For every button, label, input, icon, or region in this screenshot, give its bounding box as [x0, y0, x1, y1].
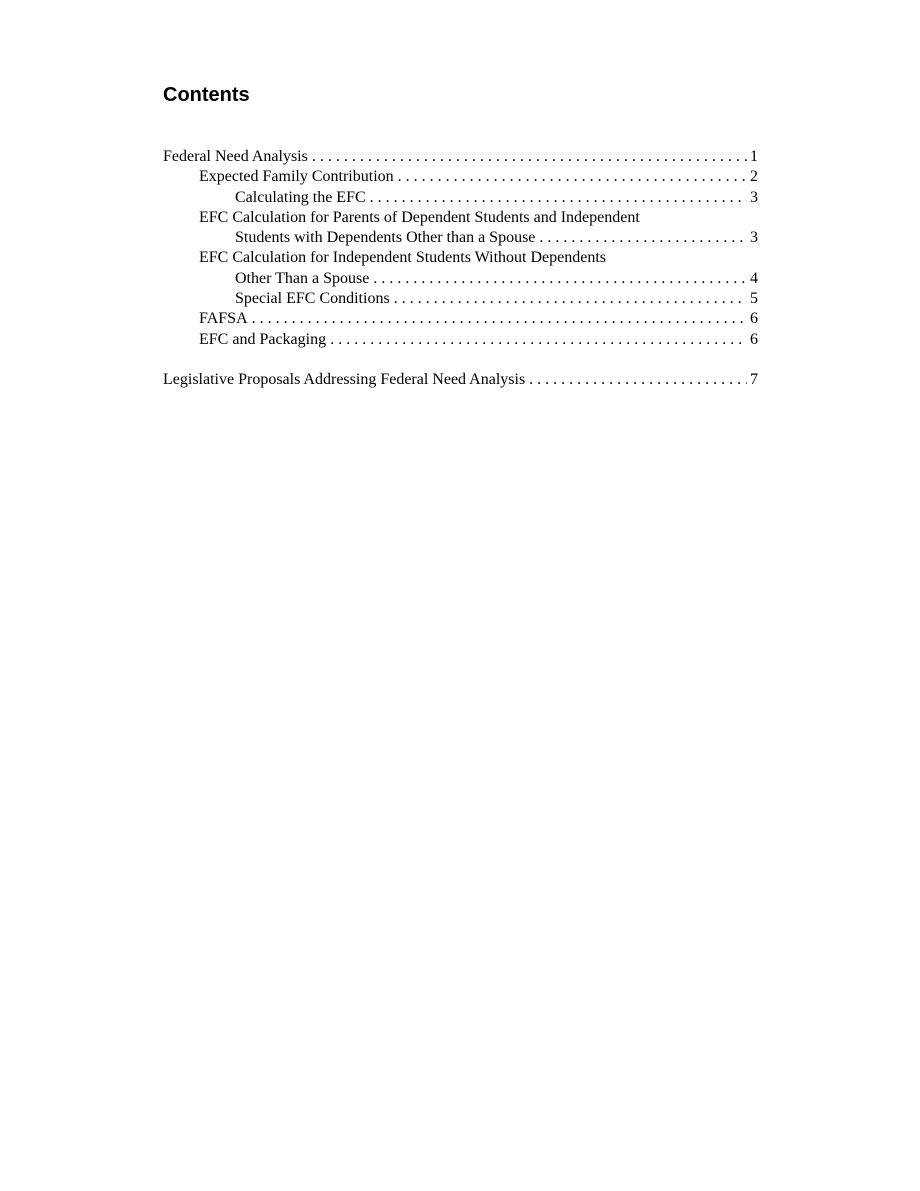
toc-page-number: 3 [747, 228, 758, 248]
toc-page-number: 3 [747, 188, 758, 208]
toc-entry-title: FAFSA [199, 309, 252, 329]
toc-entry-title-line1: EFC Calculation for Independent Students Without Dependents [199, 248, 610, 268]
toc-entry-title: Special EFC Conditions [235, 289, 394, 309]
toc-entry-title-line1: EFC Calculation for Parents of Dependent Students and Independent [199, 208, 644, 228]
dot-leader [252, 309, 747, 329]
toc-entry-efc-parents-dependent[interactable] [163, 208, 758, 249]
dot-leader [529, 370, 747, 390]
toc-entry-title: Expected Family Contribution [199, 167, 398, 187]
toc-entry-title: Legislative Proposals Addressing Federal Need Analysis [163, 370, 529, 390]
page-title: Contents [163, 84, 250, 106]
dot-leader [373, 269, 747, 289]
toc-page-number: 4 [747, 269, 758, 289]
toc-entry-federal-need-analysis[interactable] [163, 147, 758, 167]
toc-entry-efc-and-packaging[interactable] [163, 330, 758, 350]
dot-leader [539, 228, 747, 248]
toc-entry-title: Calculating the EFC [235, 188, 370, 208]
toc-page-number: 5 [747, 289, 758, 309]
toc-page-number: 6 [747, 309, 758, 329]
toc-page-number: 6 [747, 330, 758, 350]
dot-leader [370, 188, 747, 208]
toc-page-number: 1 [747, 147, 758, 167]
toc-entry-efc-independent-students[interactable] [163, 248, 758, 289]
toc-entry-title-line2: Students with Dependents Other than a Spouse [235, 228, 539, 248]
toc-entry-expected-family-contribution[interactable] [163, 167, 758, 187]
dot-leader [394, 289, 747, 309]
toc-entry-special-efc-conditions[interactable] [163, 289, 758, 309]
toc-entry-legislative-proposals[interactable] [163, 370, 758, 390]
toc-entry-title: EFC and Packaging [199, 330, 330, 350]
dot-leader [312, 147, 747, 167]
toc-entry-title: Federal Need Analysis [163, 147, 312, 167]
dot-leader [330, 330, 747, 350]
toc-page-number: 7 [747, 370, 758, 390]
toc-entry-fafsa[interactable] [163, 309, 758, 329]
toc-entry-calculating-the-efc[interactable] [163, 188, 758, 208]
table-of-contents [163, 147, 758, 391]
dot-leader [398, 167, 747, 187]
toc-page-number: 2 [747, 167, 758, 187]
toc-entry-title-line2: Other Than a Spouse [235, 269, 373, 289]
